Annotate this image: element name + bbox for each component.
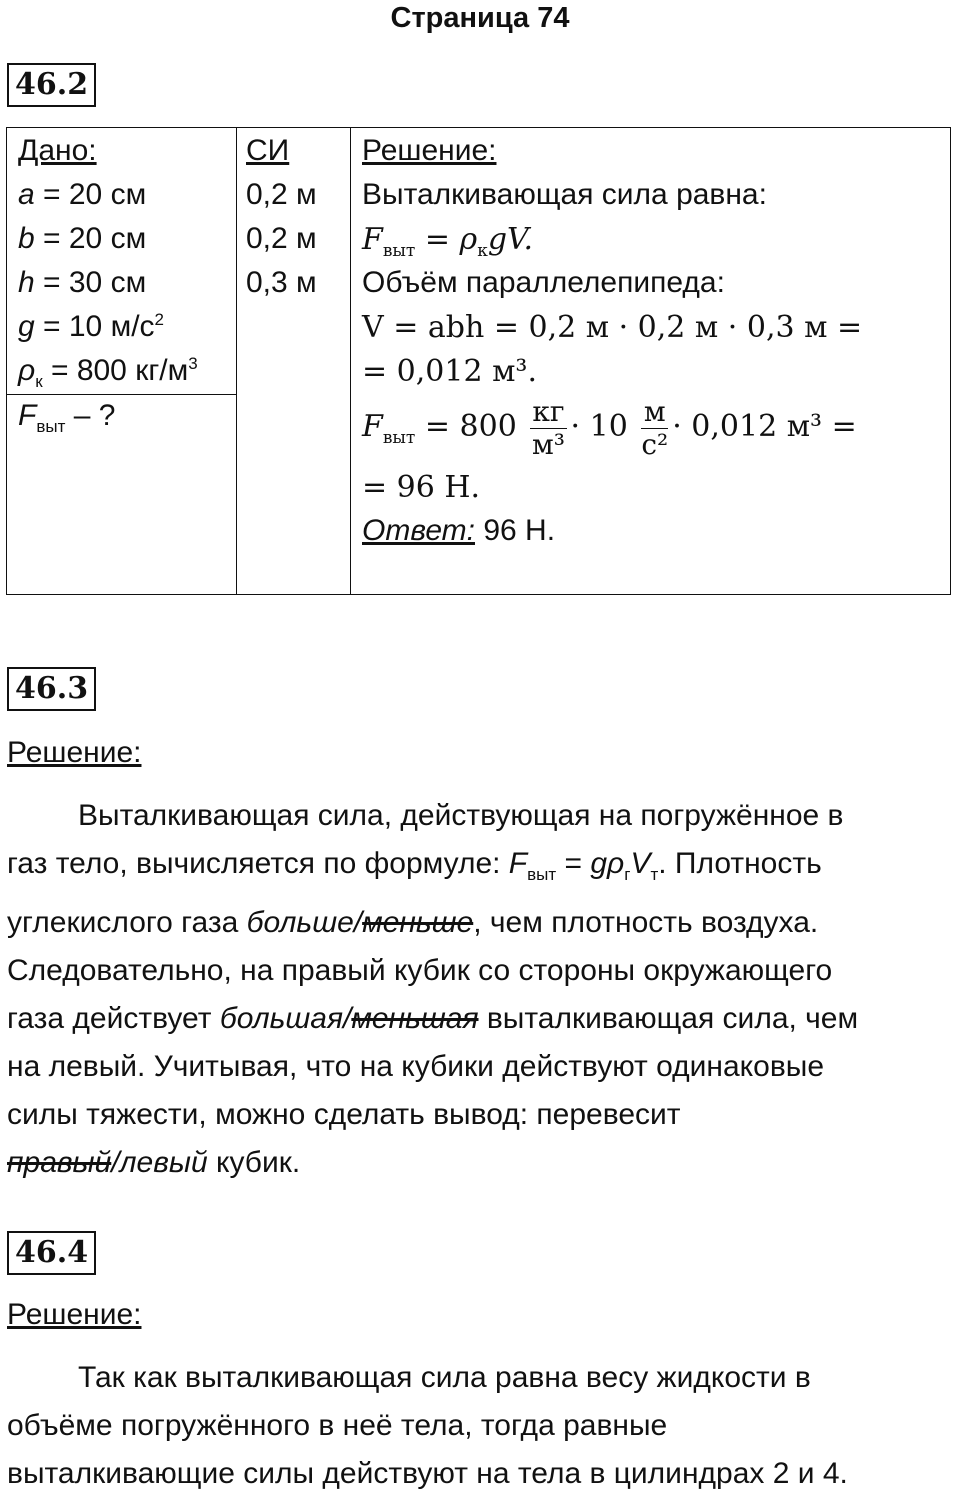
task-table <box>6 127 951 595</box>
answer-line: Ответ: 96 Н. <box>362 514 556 547</box>
solution-label: Решение: <box>7 1298 142 1331</box>
given-column <box>7 128 237 594</box>
solution-line-1: Выталкивающая сила равна: <box>362 178 767 211</box>
task-46-4-text: Так как выталкивающая сила равна весу жидкости в объёме погружённого в неё тела, тогда равные выталкивающие силы действуют на тела в цилиндрах 2 и 4. <box>7 1361 848 1490</box>
given-h: h = 30 см <box>18 266 147 299</box>
solution-formula-1: $F_{выт} = \rho_кgV$. <box>362 222 533 261</box>
fraction-kg-m3: $\frac{кг}{\text{м³}}$ <box>531 394 565 461</box>
solution-column <box>352 128 950 594</box>
si-label: СИ <box>246 134 290 167</box>
task-number-46-4: 46.4 <box>7 1231 96 1275</box>
si-value: 0,3 м <box>246 266 317 299</box>
fraction-m-s2: $\frac{м}{\text{с²}}$ <box>641 394 669 461</box>
solution-formula-5: = 96 Н. <box>362 470 481 505</box>
given-b: b = 20 см <box>18 222 147 255</box>
solution-formula-4: $F_{выт} = 800$ $\frac{кг}{\text{м³}}$ · 10 $\frac{м}{\text{с²}}$ · 0,012 м³ = <box>362 394 857 461</box>
si-value: 0,2 м <box>246 178 317 211</box>
find-value: $F_{выт}$ – ? <box>18 399 116 436</box>
solution-formula-2: V = abh = 0,2 м · 0,2 м · 0,3 м = <box>362 310 863 345</box>
page-title: Страница 74 <box>390 2 570 34</box>
task-number-46-2: 46.2 <box>7 63 96 107</box>
given-label: Дано: <box>18 134 97 167</box>
si-value: 0,2 м <box>246 222 317 255</box>
task-number-46-3: 46.3 <box>7 667 96 711</box>
solution-line-3: Объём параллелепипеда: <box>362 266 725 299</box>
si-column <box>236 128 351 594</box>
task-46-3-text: Выталкивающая сила, действующая на погружённое в газ тело, вычисляется по формуле: $F_{выт} = g\rho_гV_т$. Плотность углекислого газа больше/меньше, чем плотность воздуха. Следовательно, на правый кубик со стороны окружающего газа действует большая/меньшая выталкивающая сила, чем на левый. Учитывая, что на кубики действуют одинаковые силы тяжести, можно сделать вывод: перевесит правый/левый кубик. <box>7 799 859 1179</box>
find-row <box>7 394 236 436</box>
given-a: a = 20 см <box>18 178 147 211</box>
given-rho: $\rho_к = 800$ $кг/м^3$ <box>18 354 198 391</box>
given-g: g = 10 $м/с^2$ <box>18 310 165 343</box>
solution-label: Решение: <box>7 736 142 769</box>
solution-label: Решение: <box>362 134 497 167</box>
solution-formula-3: = 0,012 м³. <box>362 354 537 389</box>
